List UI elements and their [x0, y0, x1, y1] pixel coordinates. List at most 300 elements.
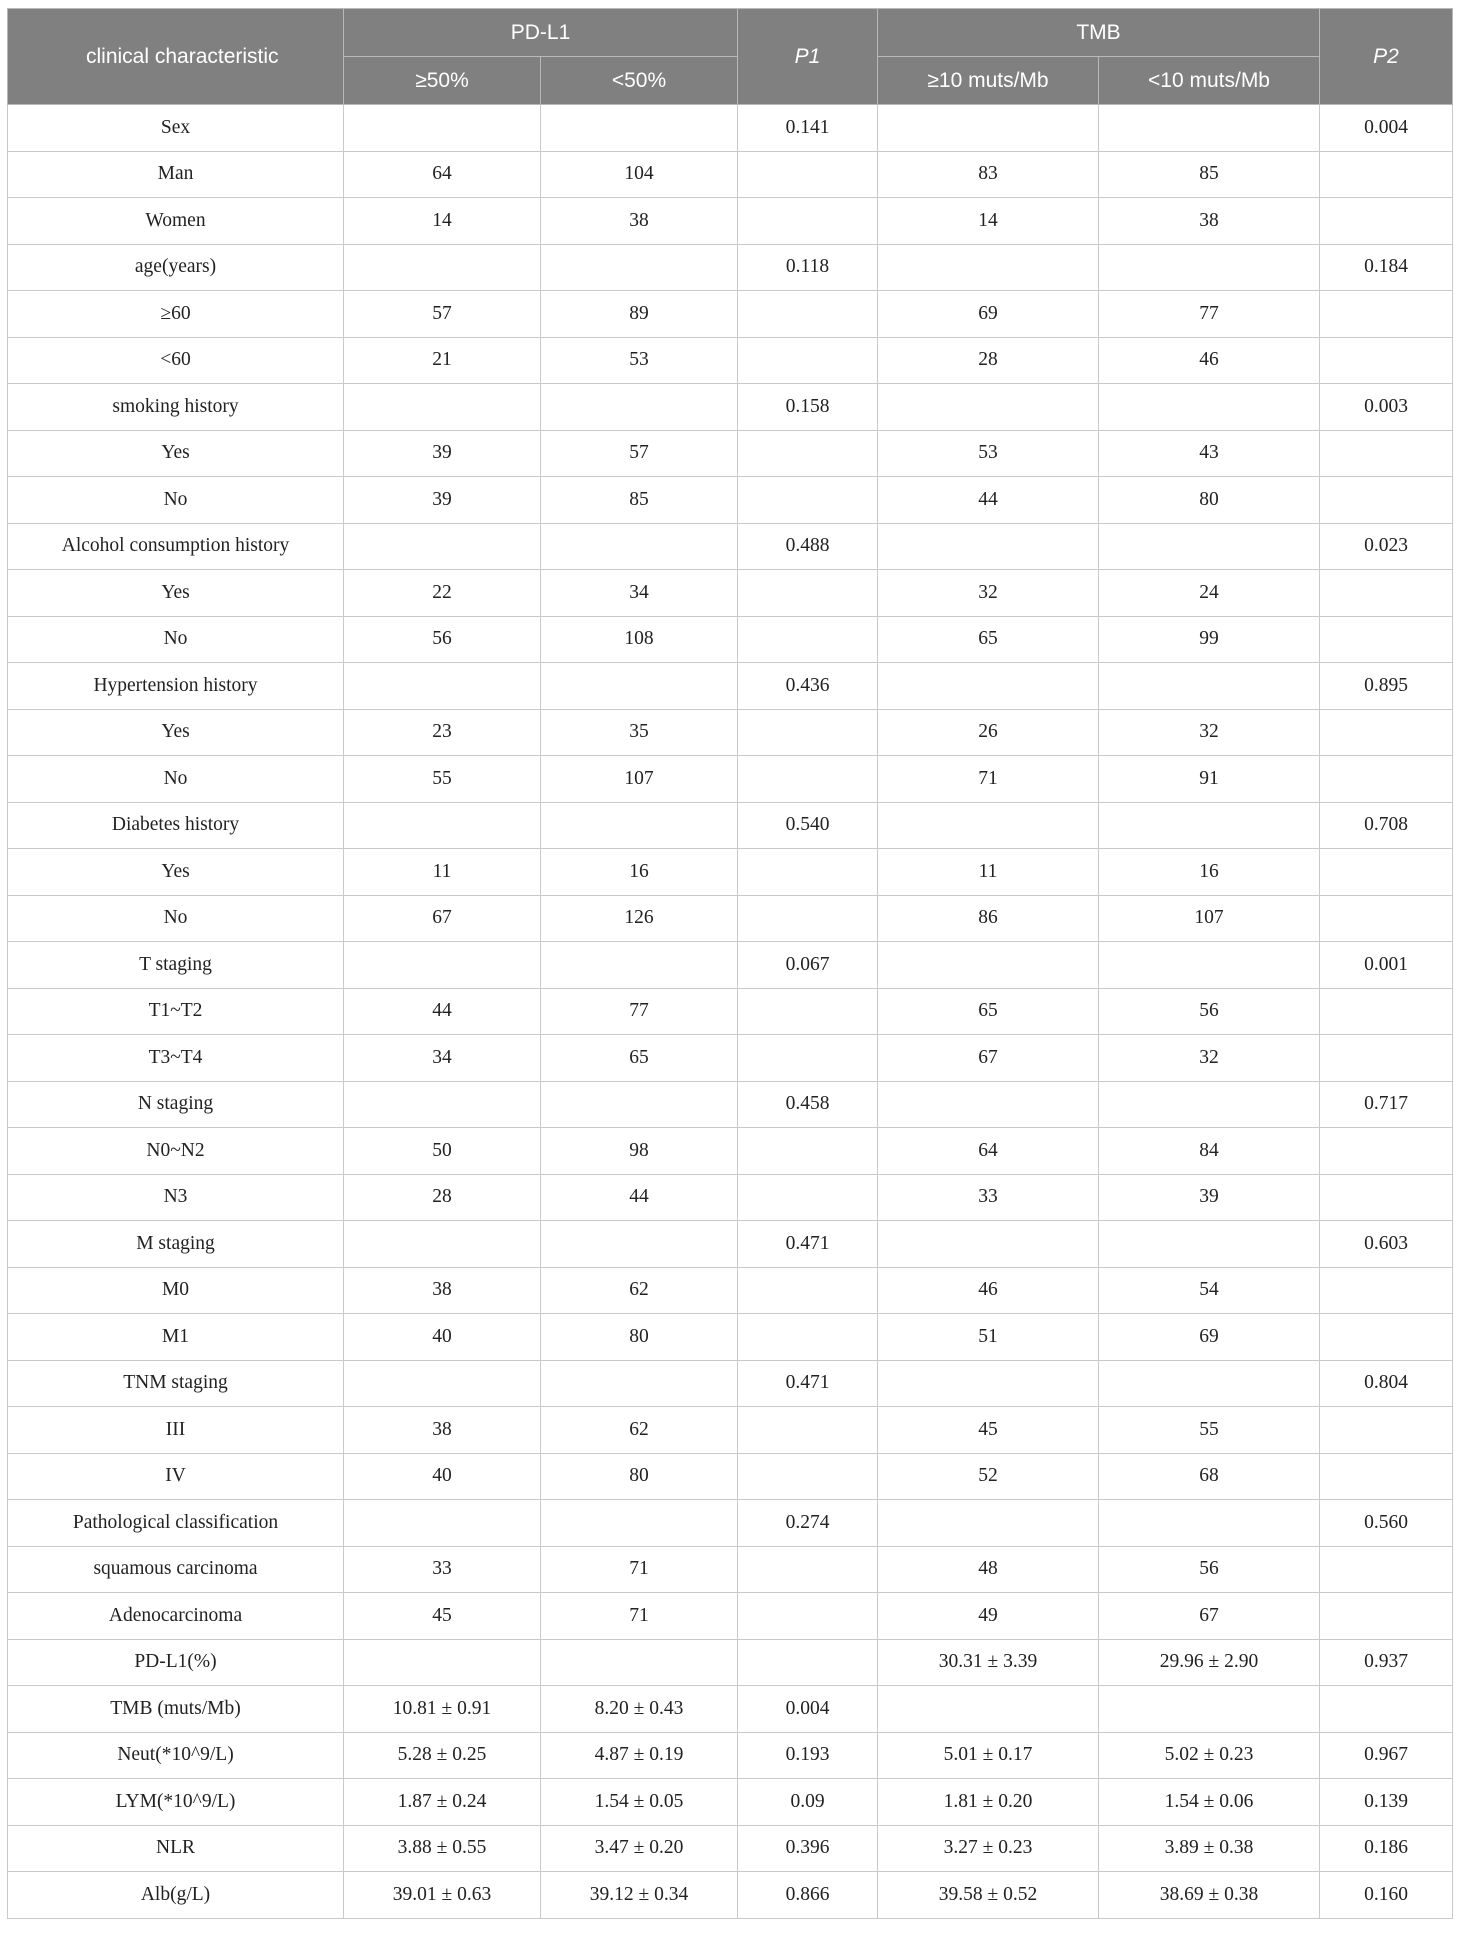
cell-pdl1-low: 3.47 ± 0.20: [541, 1825, 738, 1872]
cell-tmb-low: 68: [1099, 1453, 1320, 1500]
cell-characteristic: N staging: [8, 1081, 344, 1128]
cell-pdl1-high: 21: [344, 337, 541, 384]
cell-p1: [738, 337, 878, 384]
cell-tmb-low: 107: [1099, 895, 1320, 942]
cell-p2: [1320, 1686, 1453, 1733]
table-row: [8, 1128, 1453, 1175]
cell-pdl1-high: [344, 802, 541, 849]
cell-p1: [738, 1128, 878, 1175]
cell-pdl1-high: 38: [344, 1407, 541, 1454]
cell-pdl1-low: [541, 384, 738, 431]
table-row: [8, 151, 1453, 198]
cell-tmb-low: 29.96 ± 2.90: [1099, 1639, 1320, 1686]
table-row: [8, 1267, 1453, 1314]
cell-pdl1-low: 62: [541, 1267, 738, 1314]
cell-p2: [1320, 895, 1453, 942]
cell-characteristic: smoking history: [8, 384, 344, 431]
cell-tmb-high: 46: [878, 1267, 1099, 1314]
header-pdl1: PD-L1: [344, 9, 738, 57]
cell-tmb-high: 64: [878, 1128, 1099, 1175]
cell-tmb-low: 99: [1099, 616, 1320, 663]
cell-tmb-high: [878, 244, 1099, 291]
cell-pdl1-low: [541, 1360, 738, 1407]
cell-tmb-high: 33: [878, 1174, 1099, 1221]
table-row: [8, 1500, 1453, 1547]
cell-p2: 0.560: [1320, 1500, 1453, 1547]
cell-characteristic: No: [8, 616, 344, 663]
cell-p1: 0.09: [738, 1779, 878, 1826]
cell-pdl1-high: [344, 1639, 541, 1686]
cell-characteristic: M0: [8, 1267, 344, 1314]
cell-pdl1-high: 39: [344, 430, 541, 477]
cell-tmb-low: 67: [1099, 1593, 1320, 1640]
table-row: [8, 1407, 1453, 1454]
cell-tmb-high: 53: [878, 430, 1099, 477]
cell-pdl1-high: [344, 244, 541, 291]
cell-pdl1-high: 39: [344, 477, 541, 524]
cell-characteristic: No: [8, 756, 344, 803]
cell-p2: [1320, 1453, 1453, 1500]
cell-tmb-high: 26: [878, 709, 1099, 756]
cell-pdl1-low: 107: [541, 756, 738, 803]
cell-pdl1-high: 23: [344, 709, 541, 756]
cell-characteristic: Adenocarcinoma: [8, 1593, 344, 1640]
cell-tmb-low: 77: [1099, 291, 1320, 338]
cell-pdl1-low: 65: [541, 1035, 738, 1082]
cell-p1: 0.488: [738, 523, 878, 570]
cell-pdl1-high: 44: [344, 988, 541, 1035]
table-row: [8, 1035, 1453, 1082]
cell-p2: 0.003: [1320, 384, 1453, 431]
cell-p1: [738, 1407, 878, 1454]
cell-p2: [1320, 1407, 1453, 1454]
cell-tmb-low: 85: [1099, 151, 1320, 198]
cell-tmb-high: 51: [878, 1314, 1099, 1361]
cell-characteristic: Alcohol consumption history: [8, 523, 344, 570]
header-p1: P1: [738, 9, 878, 105]
cell-p2: 0.717: [1320, 1081, 1453, 1128]
cell-pdl1-low: 53: [541, 337, 738, 384]
cell-characteristic: T staging: [8, 942, 344, 989]
cell-tmb-low: [1099, 663, 1320, 710]
cell-pdl1-high: 57: [344, 291, 541, 338]
cell-p2: 0.895: [1320, 663, 1453, 710]
cell-p2: 0.186: [1320, 1825, 1453, 1872]
table-row: [8, 942, 1453, 989]
cell-tmb-low: 69: [1099, 1314, 1320, 1361]
table-row: [8, 849, 1453, 896]
cell-characteristic: Hypertension history: [8, 663, 344, 710]
header-tmb-low: <10 muts/Mb: [1099, 57, 1320, 105]
cell-tmb-high: 1.81 ± 0.20: [878, 1779, 1099, 1826]
cell-pdl1-high: 40: [344, 1453, 541, 1500]
cell-p1: [738, 151, 878, 198]
cell-p1: [738, 1546, 878, 1593]
cell-p1: [738, 291, 878, 338]
table-header: [8, 9, 1453, 105]
cell-tmb-low: 39: [1099, 1174, 1320, 1221]
table-row: [8, 1779, 1453, 1826]
cell-tmb-high: [878, 1500, 1099, 1547]
cell-p2: [1320, 1035, 1453, 1082]
cell-tmb-low: 55: [1099, 1407, 1320, 1454]
table-row: [8, 1546, 1453, 1593]
cell-characteristic: T3~T4: [8, 1035, 344, 1082]
cell-p1: [738, 1314, 878, 1361]
cell-pdl1-high: [344, 663, 541, 710]
cell-tmb-low: 38: [1099, 198, 1320, 245]
cell-pdl1-high: 5.28 ± 0.25: [344, 1732, 541, 1779]
cell-p2: [1320, 756, 1453, 803]
cell-characteristic: No: [8, 895, 344, 942]
cell-pdl1-low: 39.12 ± 0.34: [541, 1872, 738, 1919]
table-row: [8, 1593, 1453, 1640]
cell-tmb-high: 52: [878, 1453, 1099, 1500]
cell-tmb-high: 32: [878, 570, 1099, 617]
table-row: [8, 1360, 1453, 1407]
cell-characteristic: NLR: [8, 1825, 344, 1872]
table-row: [8, 756, 1453, 803]
cell-tmb-low: 38.69 ± 0.38: [1099, 1872, 1320, 1919]
cell-tmb-low: [1099, 1221, 1320, 1268]
cell-tmb-high: 28: [878, 337, 1099, 384]
cell-pdl1-low: 8.20 ± 0.43: [541, 1686, 738, 1733]
cell-p2: [1320, 616, 1453, 663]
cell-pdl1-high: 64: [344, 151, 541, 198]
cell-tmb-low: 80: [1099, 477, 1320, 524]
cell-tmb-high: [878, 523, 1099, 570]
table-row: [8, 616, 1453, 663]
cell-tmb-low: 1.54 ± 0.06: [1099, 1779, 1320, 1826]
cell-tmb-high: 86: [878, 895, 1099, 942]
cell-pdl1-low: [541, 1639, 738, 1686]
cell-tmb-high: 3.27 ± 0.23: [878, 1825, 1099, 1872]
cell-p2: 0.160: [1320, 1872, 1453, 1919]
cell-tmb-low: 46: [1099, 337, 1320, 384]
table-row: [8, 105, 1453, 152]
cell-p1: [738, 198, 878, 245]
cell-p1: 0.274: [738, 1500, 878, 1547]
cell-pdl1-high: [344, 384, 541, 431]
cell-p2: [1320, 570, 1453, 617]
cell-pdl1-low: 34: [541, 570, 738, 617]
cell-p2: [1320, 1546, 1453, 1593]
table-row: [8, 1825, 1453, 1872]
cell-tmb-high: [878, 1081, 1099, 1128]
cell-pdl1-low: 80: [541, 1314, 738, 1361]
cell-pdl1-high: 67: [344, 895, 541, 942]
cell-pdl1-low: 98: [541, 1128, 738, 1175]
cell-p2: [1320, 1267, 1453, 1314]
cell-tmb-low: 24: [1099, 570, 1320, 617]
table-row: [8, 1732, 1453, 1779]
cell-tmb-high: [878, 384, 1099, 431]
cell-pdl1-low: 104: [541, 151, 738, 198]
table-row: [8, 1453, 1453, 1500]
cell-characteristic: Women: [8, 198, 344, 245]
cell-p1: [738, 1639, 878, 1686]
header-tmb-high: ≥10 muts/Mb: [878, 57, 1099, 105]
cell-tmb-low: 56: [1099, 1546, 1320, 1593]
cell-pdl1-high: 22: [344, 570, 541, 617]
header-pdl1-low: <50%: [541, 57, 738, 105]
cell-characteristic: TMB (muts/Mb): [8, 1686, 344, 1733]
cell-p1: 0.471: [738, 1360, 878, 1407]
cell-characteristic: Yes: [8, 430, 344, 477]
cell-characteristic: Yes: [8, 849, 344, 896]
cell-pdl1-low: 57: [541, 430, 738, 477]
table-row: [8, 1639, 1453, 1686]
cell-tmb-low: 5.02 ± 0.23: [1099, 1732, 1320, 1779]
cell-pdl1-high: 40: [344, 1314, 541, 1361]
cell-pdl1-low: 80: [541, 1453, 738, 1500]
cell-pdl1-high: 45: [344, 1593, 541, 1640]
table-row: [8, 523, 1453, 570]
cell-pdl1-high: 10.81 ± 0.91: [344, 1686, 541, 1733]
cell-tmb-high: 83: [878, 151, 1099, 198]
cell-p1: [738, 570, 878, 617]
cell-p2: [1320, 337, 1453, 384]
cell-tmb-high: 48: [878, 1546, 1099, 1593]
table-row: [8, 988, 1453, 1035]
cell-tmb-high: [878, 1360, 1099, 1407]
cell-characteristic: Neut(*10^9/L): [8, 1732, 344, 1779]
cell-pdl1-high: [344, 105, 541, 152]
cell-tmb-low: [1099, 1081, 1320, 1128]
cell-pdl1-low: 71: [541, 1593, 738, 1640]
cell-pdl1-high: [344, 523, 541, 570]
header-tmb: TMB: [878, 9, 1320, 57]
cell-characteristic: age(years): [8, 244, 344, 291]
table-row: [8, 477, 1453, 524]
cell-tmb-high: 71: [878, 756, 1099, 803]
cell-p1: 0.396: [738, 1825, 878, 1872]
cell-tmb-high: 65: [878, 616, 1099, 663]
cell-characteristic: N0~N2: [8, 1128, 344, 1175]
cell-characteristic: Pathological classification: [8, 1500, 344, 1547]
cell-tmb-low: 43: [1099, 430, 1320, 477]
cell-p2: [1320, 1174, 1453, 1221]
cell-tmb-high: 30.31 ± 3.39: [878, 1639, 1099, 1686]
cell-pdl1-low: 35: [541, 709, 738, 756]
cell-pdl1-low: [541, 1500, 738, 1547]
cell-p1: 0.458: [738, 1081, 878, 1128]
cell-p1: [738, 616, 878, 663]
cell-p2: 0.708: [1320, 802, 1453, 849]
cell-tmb-low: [1099, 942, 1320, 989]
cell-characteristic: Sex: [8, 105, 344, 152]
cell-p2: [1320, 477, 1453, 524]
cell-p1: [738, 756, 878, 803]
table-row: [8, 709, 1453, 756]
cell-p2: [1320, 988, 1453, 1035]
cell-pdl1-high: 33: [344, 1546, 541, 1593]
cell-p1: [738, 477, 878, 524]
table-body: [8, 105, 1453, 1919]
cell-pdl1-high: 3.88 ± 0.55: [344, 1825, 541, 1872]
table-row: [8, 570, 1453, 617]
cell-tmb-low: 16: [1099, 849, 1320, 896]
cell-pdl1-low: 77: [541, 988, 738, 1035]
cell-pdl1-low: 126: [541, 895, 738, 942]
cell-p1: [738, 988, 878, 1035]
cell-characteristic: M1: [8, 1314, 344, 1361]
cell-tmb-low: 56: [1099, 988, 1320, 1035]
table-row: [8, 1081, 1453, 1128]
cell-characteristic: ≥60: [8, 291, 344, 338]
cell-characteristic: III: [8, 1407, 344, 1454]
table-row: [8, 384, 1453, 431]
cell-tmb-low: [1099, 1360, 1320, 1407]
cell-tmb-high: 69: [878, 291, 1099, 338]
table-row: [8, 244, 1453, 291]
cell-characteristic: T1~T2: [8, 988, 344, 1035]
cell-p2: [1320, 709, 1453, 756]
cell-tmb-high: 45: [878, 1407, 1099, 1454]
cell-pdl1-high: [344, 1221, 541, 1268]
cell-characteristic: Man: [8, 151, 344, 198]
cell-pdl1-low: [541, 942, 738, 989]
table-row: [8, 337, 1453, 384]
cell-pdl1-low: [541, 1081, 738, 1128]
table-container: [7, 8, 1453, 1919]
cell-tmb-high: [878, 1221, 1099, 1268]
header-pdl1-high: ≥50%: [344, 57, 541, 105]
cell-p1: [738, 1174, 878, 1221]
cell-tmb-high: [878, 1686, 1099, 1733]
cell-p1: 0.118: [738, 244, 878, 291]
cell-tmb-low: 3.89 ± 0.38: [1099, 1825, 1320, 1872]
cell-p1: 0.540: [738, 802, 878, 849]
cell-pdl1-low: 44: [541, 1174, 738, 1221]
cell-tmb-high: 65: [878, 988, 1099, 1035]
cell-pdl1-high: 39.01 ± 0.63: [344, 1872, 541, 1919]
table-row: [8, 802, 1453, 849]
cell-pdl1-high: [344, 1500, 541, 1547]
cell-pdl1-low: 4.87 ± 0.19: [541, 1732, 738, 1779]
cell-p1: 0.067: [738, 942, 878, 989]
header-characteristic: clinical characteristic: [8, 9, 344, 105]
cell-pdl1-low: 71: [541, 1546, 738, 1593]
cell-p1: 0.866: [738, 1872, 878, 1919]
cell-tmb-high: 11: [878, 849, 1099, 896]
cell-p2: 0.004: [1320, 105, 1453, 152]
cell-p1: 0.436: [738, 663, 878, 710]
header-row-1: [8, 9, 1453, 57]
cell-characteristic: <60: [8, 337, 344, 384]
cell-characteristic: TNM staging: [8, 1360, 344, 1407]
cell-tmb-high: 44: [878, 477, 1099, 524]
cell-pdl1-low: 85: [541, 477, 738, 524]
cell-p2: [1320, 430, 1453, 477]
cell-characteristic: Alb(g/L): [8, 1872, 344, 1919]
table-row: [8, 1314, 1453, 1361]
cell-characteristic: LYM(*10^9/L): [8, 1779, 344, 1826]
cell-pdl1-low: [541, 1221, 738, 1268]
cell-p1: [738, 1035, 878, 1082]
cell-pdl1-low: [541, 663, 738, 710]
cell-p1: [738, 709, 878, 756]
cell-pdl1-low: [541, 105, 738, 152]
table-row: [8, 430, 1453, 477]
cell-pdl1-high: [344, 1081, 541, 1128]
cell-tmb-low: 54: [1099, 1267, 1320, 1314]
cell-p1: 0.193: [738, 1732, 878, 1779]
cell-tmb-high: 5.01 ± 0.17: [878, 1732, 1099, 1779]
cell-pdl1-low: 1.54 ± 0.05: [541, 1779, 738, 1826]
cell-pdl1-low: 89: [541, 291, 738, 338]
cell-pdl1-high: 1.87 ± 0.24: [344, 1779, 541, 1826]
cell-pdl1-high: 50: [344, 1128, 541, 1175]
cell-p2: [1320, 1314, 1453, 1361]
cell-p1: [738, 1453, 878, 1500]
cell-tmb-low: 32: [1099, 709, 1320, 756]
cell-p2: 0.139: [1320, 1779, 1453, 1826]
cell-p2: [1320, 291, 1453, 338]
table-row: [8, 663, 1453, 710]
cell-tmb-low: [1099, 1686, 1320, 1733]
cell-tmb-high: [878, 942, 1099, 989]
cell-tmb-high: 14: [878, 198, 1099, 245]
cell-tmb-low: 32: [1099, 1035, 1320, 1082]
cell-tmb-high: 39.58 ± 0.52: [878, 1872, 1099, 1919]
cell-characteristic: N3: [8, 1174, 344, 1221]
cell-characteristic: PD-L1(%): [8, 1639, 344, 1686]
header-p2: P2: [1320, 9, 1453, 105]
table-row: [8, 1174, 1453, 1221]
cell-characteristic: Yes: [8, 709, 344, 756]
cell-tmb-low: [1099, 523, 1320, 570]
cell-pdl1-low: 62: [541, 1407, 738, 1454]
cell-p1: 0.141: [738, 105, 878, 152]
cell-p1: [738, 430, 878, 477]
cell-pdl1-low: 16: [541, 849, 738, 896]
clinical-characteristics-table: [7, 8, 1453, 1919]
cell-pdl1-low: 38: [541, 198, 738, 245]
cell-pdl1-high: 56: [344, 616, 541, 663]
cell-p1: [738, 1593, 878, 1640]
cell-tmb-low: [1099, 105, 1320, 152]
cell-p1: [738, 895, 878, 942]
cell-tmb-low: [1099, 384, 1320, 431]
cell-tmb-low: 91: [1099, 756, 1320, 803]
cell-characteristic: Yes: [8, 570, 344, 617]
cell-characteristic: M staging: [8, 1221, 344, 1268]
cell-p2: 0.023: [1320, 523, 1453, 570]
cell-pdl1-low: 108: [541, 616, 738, 663]
cell-p2: [1320, 151, 1453, 198]
cell-tmb-low: [1099, 244, 1320, 291]
cell-p1: 0.158: [738, 384, 878, 431]
cell-tmb-low: 84: [1099, 1128, 1320, 1175]
cell-p2: 0.937: [1320, 1639, 1453, 1686]
cell-p2: [1320, 198, 1453, 245]
table-row: [8, 1872, 1453, 1919]
cell-tmb-high: 67: [878, 1035, 1099, 1082]
cell-p2: 0.603: [1320, 1221, 1453, 1268]
cell-p2: 0.001: [1320, 942, 1453, 989]
table-row: [8, 1686, 1453, 1733]
cell-pdl1-low: [541, 802, 738, 849]
cell-pdl1-high: 11: [344, 849, 541, 896]
cell-p1: 0.004: [738, 1686, 878, 1733]
cell-characteristic: IV: [8, 1453, 344, 1500]
table-row: [8, 895, 1453, 942]
cell-tmb-low: [1099, 1500, 1320, 1547]
cell-pdl1-low: [541, 523, 738, 570]
cell-pdl1-high: 55: [344, 756, 541, 803]
cell-pdl1-high: 38: [344, 1267, 541, 1314]
